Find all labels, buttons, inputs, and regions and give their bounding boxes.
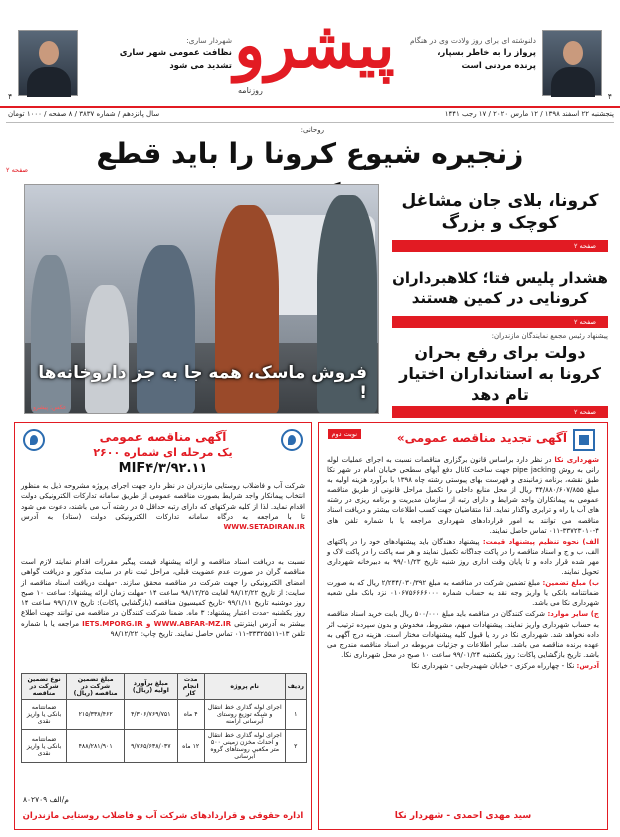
photo-caption: فروش ماسک، همه جا به جز داروخانه‌ها ! [38,363,367,403]
tender-body [327,455,599,672]
paragraph-label: ب) مبلغ تضمین: [542,579,599,588]
water-logo-icon [23,429,45,451]
round-badge: نوبت دوم [328,429,361,439]
tender-subtitle: یک مرحله ای شماره ۲۶۰۰ [93,446,233,459]
table-header: مدت انجام کار [177,674,204,700]
story-business[interactable] [392,188,608,252]
divider [6,122,614,123]
table-cell: ۴/۳۰۶/۷۶۹/۷۵۱ [125,700,177,730]
table-header-row [22,674,307,700]
tender-ad-water[interactable] [14,422,312,830]
story-page-bar: صفحه ۲ [392,316,608,328]
story-title: دولت برای رفع بحران کرونا به استانداران اختیار تام دهد [399,343,601,404]
paragraph-text: در نظر دارد براساس قانون برگزاری مناقصات نسبت به اجرای عملیات لوله رانی به روش pipe jacking جهت ساخت کانال دفع آبهای سطحی خیابان امام در شهر نکا طبق نقشه، برنامه زمانبندی و فهرست بهای پیوستی رشته چاه ۱۳۹۸ با برآورد هزینه اولیه به مبلغ ۴۴/۸۸۰/۶۰۷/۸۵۵ ریال از محل منابع داخلی را تکمیل مراحل قانونی از طریق مناقصه عمومی به پیمانکاران واجد شرایط و دارای رتبه از سازمان مدیریت و برنامه ریزی در رشته های آب یا راه و ترابری واگذار نماید. لذا متقاضیان جهت کسب اطلاعات بیشتر و دریافت اسناد مناقصه می توانند به امور قراردادهای شهرداری مراجعه یا با شماره تلفن های ۴-۳۳۷۲۳۰۱۰-۰۱۱ تماس حاصل نمایند. [327,456,599,535]
tender-body-text: شرکت آب و فاضلاب روستایی مازندران در نظر دارد جهت اجرای پروژه مشروحه ذیل به منظور انتخاب پیمانکار واجد شرایط بصورت مناقصه عمومی از طریق سامانه تدارکات الکترونیکی دولت اقدام نماید. لذا از کلیه شرکتهای که دارای رتبه حداقل ۵ در رشته آب می باشند، دعوت می شود تا با مراجعه به درگاه سامانه تدارکات الکترونیکی دولت (ستاد) به آدرس [21,481,305,521]
table-cell: ۱۲ ماه [177,730,204,763]
story-title: هشدار پلیس فتا؛ کلاهبرداران کرونایی در کمین هستند [392,269,608,307]
tender-ad-municipality[interactable] [318,422,608,830]
newspaper-logo [232,4,397,100]
table-cell: ۴۸۸/۲۸۱/۹۰۱ [67,730,125,763]
paragraph [327,537,599,577]
issue-date: پنجشنبه ۲۲ اسفند ۱۳۹۸ / ۱۲ مارس ۲۰۲۰ / ۱۷ رجب ۱۴۴۱ [444,110,614,118]
teaser-left-title: نظافت عمومی شهر ساری [119,48,232,58]
suit-shape [551,67,595,97]
municipality-logo-icon [573,429,595,451]
paragraph-text: پیشنهاد دهندگان باید پیشنهادهای خود را در پاکتهای الف، ب و ج و اسناد مناقصه را در پاکت جداگانه تکمیل نمایند و هر سه پاکت را در پاکت لاک و مهر شده قرار داده و تا پایان وقت اداری روز شنبه تاریخ ۹۹/۰۱/۲۳ به دبیرخانه شهرداری تحویل نمایند. [327,537,599,577]
lead-photo[interactable] [24,184,379,414]
page-ref-right: ۴ [607,92,612,101]
tender-title: آگهی تجدید مناقصه عمومی» [396,431,567,445]
paragraph-label: آدرس: [576,661,599,670]
teaser-right-title: پرواز را به خاطر بسپار، [437,48,536,58]
tender-body-text: نسبت به دریافت اسناد مناقصه و ارائه پیشنهاد قیمت پیگیر مقررات اقدام نمایند لازم است مناقصه گران در صورت عدم عضویت قبلی، مراحل ثبت نام در سایت مذکور و دریافت گواهی امضای الکترونیکی را جهت شرکت در مناقصه محقق سازند. -مهلت دریافت اسناد مناقصه از سایت: از تاریخ ۹۸/۱۲/۲۲ لغایت ۹۸/۱۲/۲۵ ساعت ۱۴ -مهلت زمان ارائه پیشنهاد: ساعت ۱۰ صبح روز دوشنبه تاریخ ۹۹/۱/۱۱ -تاریخ کمیسیون مناقصه (بازگشایی پاکات): تاریخ ۹۹/۱/۱۷ ساعت ۱۴ روز یکشنبه -مدت اعتبار پیشنهاد: ۳ ماه. ضمنا شرکت کنندگان در مناقصه می توانند جهت اطلاع بیشتر به آدرس اینترنتی [21,557,305,628]
table-header: نوع تضمین شرکت در مناقصه [22,674,67,700]
table-cell: اجرای لوله گذاری خط انتقال و احداث مخزن زمینی ۵۰۰ متر مکعبی روستاهای گروه آبرسانی [204,730,285,763]
issue-number: سال پانزدهم / شماره ۳۸۳۷ / ۸ صفحه / ۱۰۰۰ تومان [8,110,160,118]
story-kicker: پیشنهاد رئیس مجمع نمایندگان مازندران: [491,332,608,340]
paragraph-text: نکا - چهارراه مرکزی - خیابان شهیدرجایی - شهرداری نکا [411,661,575,670]
headline-page-ref: صفحه ۲ [6,166,29,174]
paragraph-label: شهرداری نکا [554,456,599,464]
paragraph [327,455,599,536]
table-cell: ضمانتنامه بانکی یا واریز نقدی [22,730,67,763]
tender-code: MIF۴/۳/۹۲.۱۱ [118,461,208,476]
portrait-right [542,30,602,96]
story-page-bar: صفحه ۲ [392,240,608,252]
table-row [22,700,307,730]
story-government[interactable] [392,332,608,418]
table-header: ردیف [285,674,306,700]
paragraph [327,609,599,659]
paragraph [327,661,599,671]
headline-kicker: روحانی: [300,126,324,134]
ad-signature: سید مهدی احمدی - شهردار نکا [394,811,532,821]
face-shape [39,41,59,65]
tender-link-2[interactable]: WWW.ABFAR-MZ.IR و IETS.MPORG.IR [82,618,232,628]
table-cell: ضمانتنامه بانکی یا واریز نقدی [22,700,67,730]
paragraph-text: شرکت کنندگان در مناقصه باید مبلغ ۵۰۰/۰۰۰ ریال بابت خرید اسناد مناقصه به حساب شهرداری واریز نمایند. پیشنهادات مبهم، مشروط، مخدوش و بدون سپرده ترتیب اثر داده نخواهد شد. شهرداری نکا در رد یا قبول کلیه پیشنهادات مختار است. هزینه درج آگهی به عهده برنده مناقصه می باشد. سایر اطلاعات و جزئیات مربوطه در اسناد مناقصه مندرج می باشد. تاریخ بازگشایی پاکات: روز یکشنبه ۹۹/۰۱/۲۴ ساعت ۱۰ صبح در محل شهرداری نکا. [327,610,599,659]
teaser-left-kicker: شهردار ساری: [186,36,232,45]
table-cell: ۲ [285,730,306,763]
tender-body-2 [21,557,305,639]
ad-publisher: اداره حقوقی و قراردادهای شرکت آب و فاضلاب روستایی مازندران [22,811,304,821]
portrait-left [18,30,78,96]
tender-title: آگهی مناقصه عمومی [99,430,227,444]
page-ref-left: ۴ [8,92,13,101]
story-page-bar: صفحه ۲ [392,406,608,418]
logo-subtitle: روزنامه [238,86,263,95]
paragraph [327,578,599,608]
teaser-right-title-2: پرنده مردنی است [461,61,536,71]
table-header: نام پروژه [204,674,285,700]
photo-credit: عکس: پیشرو [33,404,67,411]
ad-reference-number: م/الف ۸۰۲۷۰۹ [23,795,69,804]
table-cell: ۹/۷۶۵/۶۳۸/۰۳۷ [125,730,177,763]
teaser-left[interactable] [82,34,232,73]
table-header: مبلغ برآورد اولیه (ریال) [125,674,177,700]
table-row [22,730,307,763]
paragraph-label: ج) سایر موارد: [547,610,599,619]
story-police[interactable] [392,266,608,328]
tender-body-text: مراجعه یا با شماره تلفن ۱۳-۳۳۳۲۵۵۱۱-۰۱۱ تماس حاصل نمایند. تاریخ چاپ: ۹۸/۱۲/۲۲ [21,618,305,639]
story-title: کرونا، بلای جان مشاغل کوچک و بزرگ [401,191,599,233]
main-headline[interactable]: زنجیره شیوع کرونا را باید قطع [96,137,524,170]
table-header: مبلغ تضمین شرکت در مناقصه (ریال) [67,674,125,700]
face-shape [563,41,583,65]
tender-body [21,481,305,532]
teaser-left-title-2: تشدید می شود [169,61,232,71]
tender-link[interactable]: WWW.SETADIRAN.IR [223,522,305,532]
masthead [0,0,620,108]
table-cell: ۴ ماه [177,700,204,730]
logo-text: پیشرو [234,8,395,83]
tender-table [21,673,307,763]
suit-shape [27,67,71,97]
table-cell: ۱ [285,700,306,730]
paragraph-label: الف) نحوه تنظیم پیشنهاد قیمت: [482,537,599,546]
teaser-right-kicker: دلنوشته ای برای روز ولادت وی در هنگام [409,36,536,45]
teaser-right[interactable] [386,34,536,73]
water-logo-icon [281,429,303,451]
table-cell: اجرای لوله گذاری خط انتقال و شبکه توزیع روستای آبرسانی آرامنه [204,700,285,730]
table-cell: ۲۱۵/۳۳۸/۴۶۲ [67,700,125,730]
paragraph-text: مبلغ تضمین شرکت در مناقصه به مبلغ ۲/۲۴۴/۰۳۰/۳۹۲ ریال که به صورت ضمانتنامه بانکی یا واریز وجه نقد به حساب شماره ۰۱۰۶۷۵۶۶۶۶۰۰۰ نزد بانک ملی شعبه شهرداری نکا می باشد. [327,579,599,608]
